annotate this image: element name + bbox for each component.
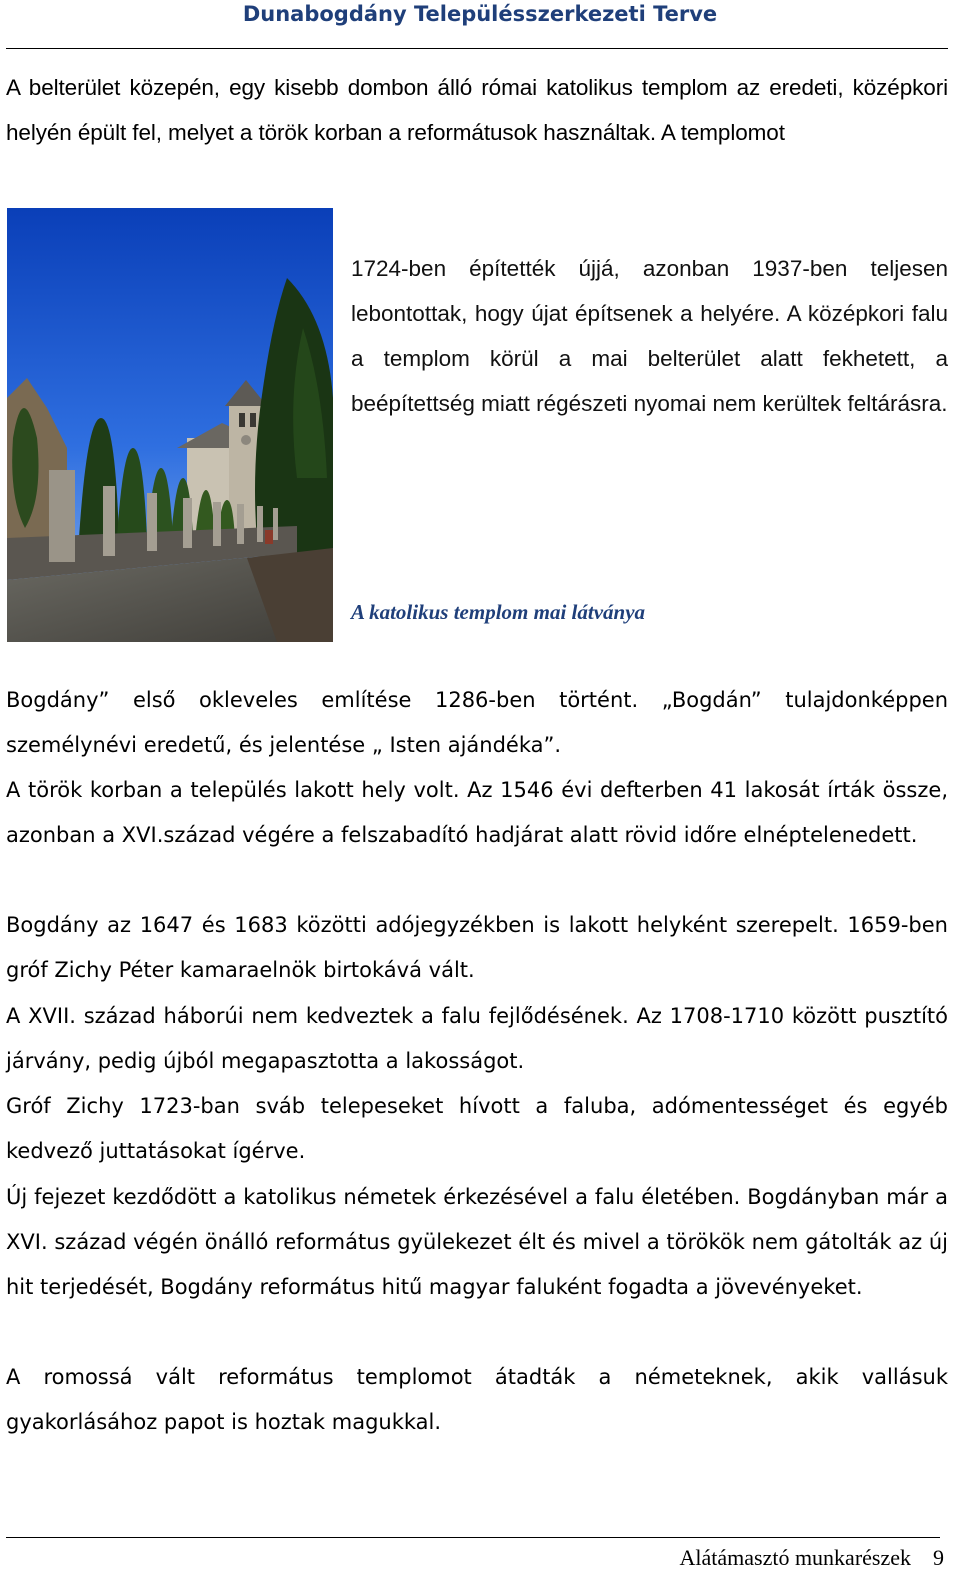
paragraph-4: A XVII. század háborúi nem kedveztek a falu fejlődésének. Az 1708-1710 között pusztító járvány, pedig újból megapasztotta a lakosságot. — [6, 1004, 948, 1073]
paragraph-1: Bogdány” első okleveles említése 1286-ben történt. „Bogdán” tulajdonképpen személynévi eredetű, és jelentése „ Isten ajándéka”. — [6, 688, 948, 757]
church-photo — [7, 208, 333, 642]
page-footer — [679, 1540, 944, 1576]
paragraph-7: A romossá vált református templomot átadták a németeknek, akik vallásuk gyakorlásához papot is hoztak magukkal. — [6, 1365, 948, 1434]
footer-divider — [6, 1537, 940, 1538]
paragraph-2: A török korban a település lakott hely volt. Az 1546 évi defterben 41 lakosát írták össze, azonban a XVI.század végére a felszabadító hadjárat alatt rövid időre elnéptelenedett. — [6, 778, 948, 847]
footer-section-label: Alátámasztó munkarészek — [679, 1545, 911, 1570]
header-divider — [6, 48, 948, 49]
figure-side-text: 1724-ben építették újjá, azonban 1937-ben teljesen lebontottak, hogy újat építsenek a helyére. A középkori falu a templom körül a mai belterület alatt fekhetett, a beépítettség miatt régészeti nyomai nem kerültek feltárásra. — [351, 256, 948, 416]
figure-caption: A katolikus templom mai látványa — [351, 600, 646, 624]
page-header-title: Dunabogdány Településszerkezeti Terve — [242, 2, 718, 26]
intro-paragraph: A belterület közepén, egy kisebb dombon álló római katolikus templom az eredeti, középkori helyén épült fel, melyet a török korban a reformátusok használtak. A templomot — [6, 75, 948, 145]
page-number: 9 — [933, 1545, 944, 1570]
paragraph-3: Bogdány az 1647 és 1683 közötti adójegyzékben is lakott helyként szerepelt. 1659-ben gróf Zichy Péter kamaraelnök birtokává vált. — [6, 913, 948, 982]
paragraph-5: Gróf Zichy 1723-ban sváb telepeseket hívott a faluba, adómentességet és egyéb kedvező juttatásokat ígérve. — [6, 1094, 948, 1163]
paragraph-6: Új fejezet kezdődött a katolikus németek érkezésével a falu életében. Bogdányban már a XVI. század végén önálló református gyülekezet élt és mivel a törökök nem gátolták az új hit terjedését, Bogdány református hitű magyar faluként fogadta a jövevényeket. — [6, 1185, 948, 1299]
